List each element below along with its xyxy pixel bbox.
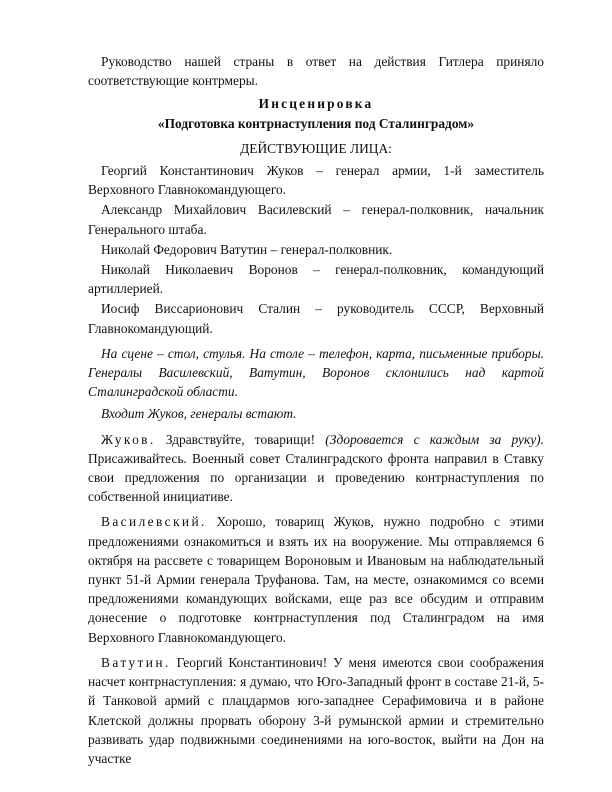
stage-direction-setting: На сцене – стол, стулья. На столе – телефон, карта, письменные приборы. Генералы Василевский, Ватутин, Воронов склонились над картой Сталинградской области. — [88, 345, 544, 400]
speaker-name: Ватутин. — [101, 654, 171, 670]
play-subtitle: «Подготовка контрнаступления под Сталинградом» — [157, 115, 475, 131]
cast-item-stalin: Иосиф Виссарионович Сталин – руководитель СССР, Верховный Главнокомандующий. — [88, 301, 544, 336]
speech-text: Георгий Константинович! У меня имеются свои соображения насчет контрнаступления: я думаю, что Юго-Западный фронт в составе 21-й, 5-й Танковой армий с плацдармов юго-западнее Серафимовича и в районе Клетской должны прорвать оборону 3-й румынской армии и стремительно развивать удар подвижными соединениями на юго-восток, выйти на Дон на участке — [88, 654, 544, 766]
text-column — [88, 52, 544, 768]
cast-item-zhukov: Георгий Константинович Жуков – генерал армии, 1-й заместитель Верховного Главнокомандующего. — [88, 163, 544, 198]
stage-direction-entrance: Входит Жуков, генералы встают. — [101, 406, 297, 422]
inline-stage-direction: (Здоровается с каждым за руку). — [325, 431, 544, 447]
play-heading: Инсценировка — [258, 96, 374, 112]
speech-text: Хорошо, товарищ Жуков, нужно подробно с этими предложениями ознакомиться и взять их на вооружение. Мы отправляемся 6 октября на рассвете с товарищем Вороновым и Ивановым на наблюдательный пункт 51-й Армии генерала Труфанова. Там, на месте, ознакомимся со всеми предложениями командующих войсками, еще раз все обсудим и отправим донесение о подготовке контрнаступления под Сталинградом на имя Верховного Главнокомандующего. — [88, 514, 544, 645]
speaker-name: Жуков. — [101, 431, 156, 447]
intro-paragraph: Руководство нашей страны в ответ на действия Гитлера приняло соответствующие контрмеры. — [88, 54, 544, 89]
cast-heading: ДЕЙСТВУЮЩИЕ ЛИЦА: — [240, 140, 392, 156]
speech-vatutin — [88, 653, 544, 768]
speech-text: Присаживайтесь. Военный совет Сталинградского фронта направил в Ставку свои предложения по организации и проведению контрнаступления по собственной инициативе. — [88, 450, 544, 505]
speech-zhukov — [88, 430, 544, 507]
cast-item-voronov: Николай Николаевич Воронов – генерал-полковник, командующий артиллерией. — [88, 262, 544, 297]
speech-vasilevsky — [88, 512, 544, 646]
cast-item-vatutin: Николай Федорович Ватутин – генерал-полковник. — [101, 241, 393, 257]
speech-text: Здравствуйте, товарищи! — [155, 431, 326, 447]
speaker-name: Василевский. — [101, 514, 207, 530]
cast-item-vasilevsky: Александр Михайлович Василевский – генерал-полковник, начальник Генерального штаба. — [88, 202, 544, 237]
